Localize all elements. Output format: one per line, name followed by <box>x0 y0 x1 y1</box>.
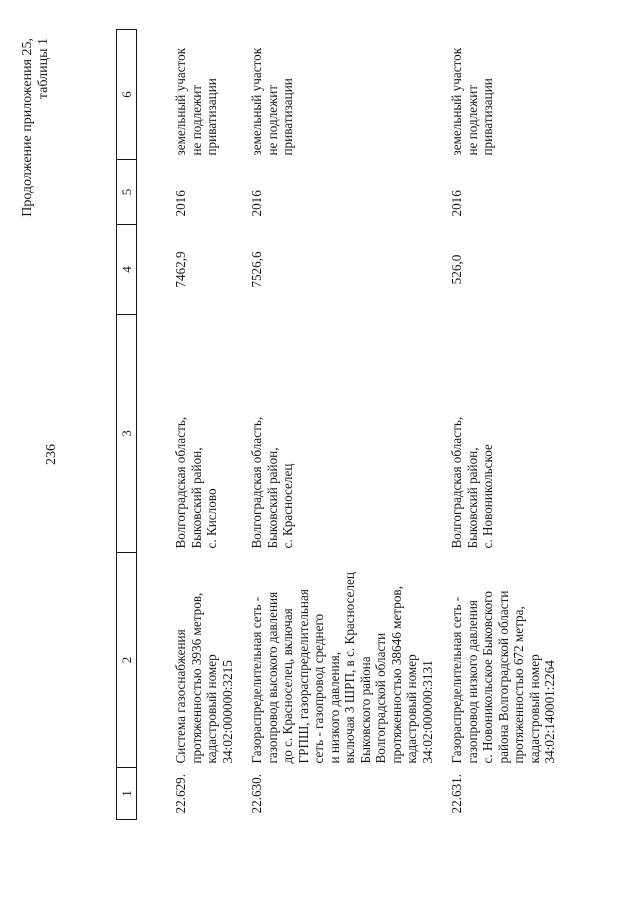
object-address: Волгоградская область, Быковский район, с. Кислово <box>173 416 219 549</box>
row-number: 22.629. <box>173 773 188 814</box>
land-area: 7526,6 <box>249 251 264 288</box>
object-name: Система газоснабжения протяженностью 3936 метров, кадастровый номер 34:02:000000:3215 <box>173 592 235 764</box>
object-address: Волгоградская область, Быковский район, с. Новоникольское <box>449 416 495 549</box>
column-header: 2 <box>117 553 137 768</box>
table-row <box>449 30 562 820</box>
table-row <box>249 30 449 820</box>
land-area: 7462,9 <box>173 251 188 288</box>
column-header: 6 <box>117 30 137 160</box>
object-address: Волгоградская область, Быковский район, с. Красноселец <box>249 416 295 549</box>
object-name: Газораспределительная сеть - газопровод низкого давления с. Новоникольское Быковского района Волгоградской области протяженностью 672 метра, кадастровый номер 34:02:140001:2264 <box>449 590 557 764</box>
year: 2016 <box>249 190 264 217</box>
table-row <box>137 30 250 820</box>
privatization-note: земельный участок не подлежит приватизации <box>449 47 495 156</box>
page-number: 236 <box>44 444 59 465</box>
year: 2016 <box>449 190 464 217</box>
continuation-note <box>20 38 52 217</box>
privatization-note: земельный участок не подлежит приватизации <box>173 47 219 156</box>
header-row <box>117 30 137 820</box>
row-number: 22.630. <box>249 773 264 814</box>
continuation-line-2: таблицы 1 <box>36 38 51 100</box>
land-area: 526,0 <box>449 254 464 285</box>
column-header: 1 <box>117 768 137 820</box>
column-header: 4 <box>117 225 137 315</box>
column-header: 3 <box>117 315 137 553</box>
property-register-table <box>116 29 562 820</box>
privatization-note: земельный участок не подлежит приватизации <box>249 47 295 156</box>
column-header: 5 <box>117 160 137 225</box>
object-name: Газораспределительная сеть - газопровод высокого давления до с. Красноселец, включая ГРПШ, газораспределительная сеть - газопровод среднего и низкого давления, включая 3 ШРП, в с. Красноселец Быковского района Волгоградской области протяженностью 38646 метров, кадастровый номер 34:02:000000:3131 <box>249 572 435 764</box>
year: 2016 <box>173 190 188 217</box>
row-number: 22.631. <box>449 773 464 814</box>
continuation-line-1: Продолжение приложения 25, <box>20 38 35 217</box>
